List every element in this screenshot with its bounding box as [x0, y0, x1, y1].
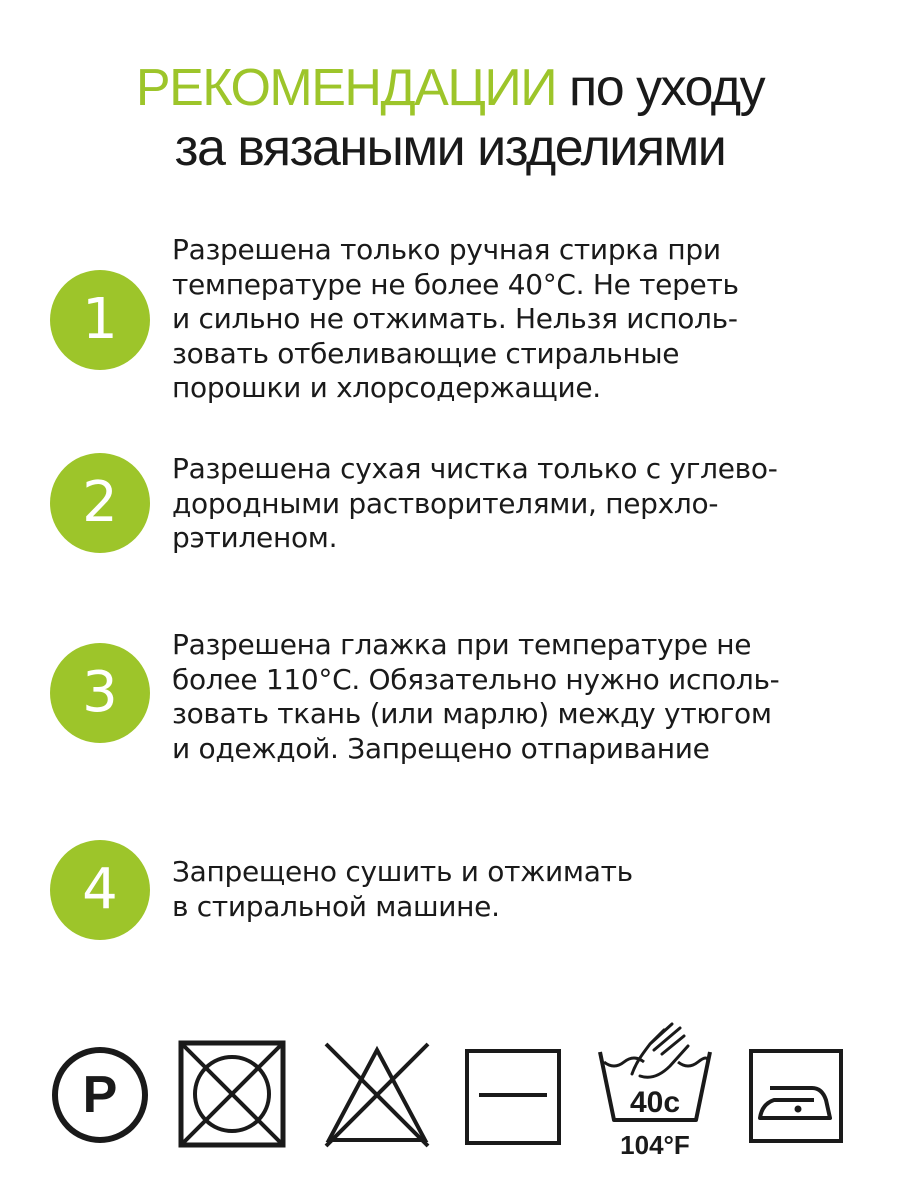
care-item-text: [172, 855, 872, 924]
dry-flat-icon: [464, 1048, 562, 1146]
text-line: и сильно не отжимать. Нельзя исполь-: [172, 302, 738, 335]
title-accent: РЕКОМЕНДАЦИИ: [135, 59, 557, 117]
text-line: Запрещено сушить и отжимать: [172, 855, 633, 888]
text-line: рэтиленом.: [172, 521, 338, 554]
text-line: Разрешена глажка при температуре не: [172, 628, 752, 661]
hand-wash-temp-c: 40c: [629, 1086, 681, 1119]
care-item-text: [172, 628, 872, 766]
number-badge: 4: [50, 840, 150, 940]
page-title: [0, 58, 900, 178]
care-item-text: [172, 233, 872, 406]
iron-low-icon: [748, 1048, 844, 1144]
dry-clean-letter: P: [82, 1066, 118, 1124]
text-line: зовать отбеливающие стиральные: [172, 336, 680, 370]
text-line: в стиральной машине.: [172, 889, 500, 923]
title-line-1: [0, 58, 900, 118]
number-badge: 2: [50, 453, 150, 553]
title-line1-rest: по уходу: [569, 59, 765, 117]
number-badge: 1: [50, 270, 150, 370]
no-tumble-dry-icon: [178, 1040, 286, 1148]
text-line: зовать ткань (или марлю) между утюгом: [172, 697, 772, 730]
care-item-text: [172, 452, 872, 556]
hand-wash-temp-f: 104°F: [620, 1130, 690, 1160]
text-line: Разрешена только ручная стирка при: [172, 233, 721, 266]
title-line-2: за вязаными изделиями: [174, 119, 726, 177]
care-symbols-row: [0, 1010, 900, 1170]
hand-wash-icon: [592, 1014, 722, 1164]
no-bleach-icon: [322, 1040, 432, 1150]
text-line: порошки и хлорсодержащие.: [172, 371, 601, 404]
dry-clean-p-icon: [50, 1045, 150, 1145]
text-line: Разрешена сухая чистка только с углево-: [172, 452, 778, 485]
number-badge: 3: [50, 643, 150, 743]
text-line: дородными растворителями, перхло-: [172, 486, 719, 520]
text-line: температуре не более 40°С. Не тереть: [172, 267, 739, 301]
text-line: и одеждой. Запрещено отпаривание: [172, 731, 710, 765]
text-line: более 110°С. Обязательно нужно исполь-: [172, 662, 780, 696]
